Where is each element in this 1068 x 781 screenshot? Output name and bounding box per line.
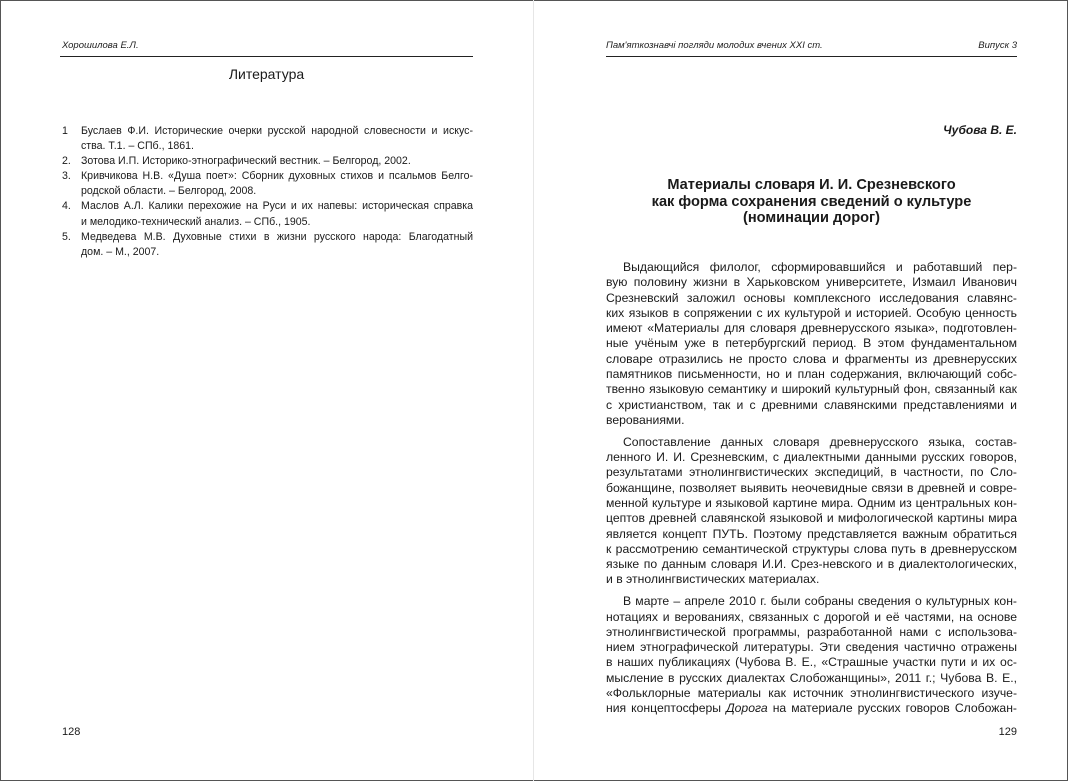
reference-item (62, 154, 473, 169)
paragraph-line: Срезневский заложил основы комплексного исследования славянс- (606, 290, 1017, 305)
paragraph-line: результатами этнолингвистических экспедиций, в частности, по Сло- (606, 465, 1017, 480)
paragraph-line (606, 701, 1017, 716)
reference-line: Зотова И.П. Историко-этнографический вестник. – Белгород, 2002. (81, 155, 411, 168)
reference-number: 4. (62, 200, 71, 213)
paragraph-line: этнолингвистической программы, разработанной нами с использова- (606, 624, 1017, 639)
reference-number: 1 (62, 125, 68, 137)
paragraph-line: и в этнолингвистических материалах. (606, 572, 820, 587)
paragraph (606, 594, 1017, 716)
paragraph-line: ленного И. И. Срезневским, с диалектными данными русских говоров, (606, 450, 1017, 465)
paragraph-line: является концепт ПУТЬ. Поэтому представляется важным обратиться (606, 526, 1017, 541)
paragraph-line: твенно языковую семантику и широкий культурный фон, связанный как (606, 382, 1017, 397)
header-rule (60, 56, 473, 57)
running-head-issue: Випуск 3 (978, 40, 1017, 51)
paragraph-line: Сопоставление данных словаря древнерусского языка, состав- (623, 434, 1017, 449)
paragraph-line: ких языков в сопряжении с их культурой и историей. Особую ценность (606, 305, 1017, 320)
reference-line: Буслаев Ф.И. Исторические очерки русской народной словесности и искус- (81, 125, 473, 137)
reference-item (62, 124, 473, 154)
paragraph-line: вую половину жизни в Харьковском университете, Измаил Иванович (606, 275, 1017, 290)
paragraph-line: с христианством, так и с древними славянскими представлениями и (606, 397, 1017, 412)
article-title-line: Материалы словаря И. И. Срезневского (667, 177, 956, 193)
paragraph-line: нотациях и верованиях, связанных с дорогой и её частями, на основе (606, 609, 1017, 624)
reference-list (62, 124, 473, 260)
article-body (606, 260, 1017, 723)
line-segment: на материале русских говоров Слобожан- (767, 701, 1017, 716)
running-head-journal: Пам'яткознавчі погляди молодих вчених XXI ст. (606, 40, 823, 51)
reference-line: Маслов А.Л. Калики перехожие на Руси и их напевы: историческая справка (81, 200, 473, 213)
paragraph-line: менной культуре и языковой картине мира. Одним из центральных кон- (606, 495, 1017, 510)
paragraph-line: имеют «Материалы для словаря древнерусского языка», подготовлен- (606, 321, 1017, 336)
reference-line: родской области. – Белгород, 2008. (81, 185, 257, 198)
reference-number: 3. (62, 170, 71, 183)
italic-term: Дорога (726, 701, 768, 716)
paragraph-line: верованиями. (606, 412, 685, 427)
article-title-line: как форма сохранения сведений о культуре (651, 193, 972, 210)
article-title-line: (номинации дорог) (742, 210, 880, 226)
paragraph-line: к рассмотрению семантической структуры слова путь в древнерусском (606, 541, 1017, 556)
article-title (606, 177, 1017, 227)
reference-number: 5. (62, 230, 71, 243)
running-head: Хорошилова Е.Л. (62, 40, 139, 51)
paragraph-line: в наших публикациях (Чубова В. Е., «Страшные участки пути и их ос- (606, 655, 1017, 670)
paragraph-line: мысление в русских диалектах Слобожанщины», 2011 г.; Чубова В. Е., (606, 670, 1017, 685)
paragraph (606, 260, 1017, 428)
paragraph-line: цептов древней славянской языковой и мифологической картины мира (606, 511, 1017, 526)
reference-line: ства. Т.1. – СПб., 1861. (81, 140, 194, 153)
paragraph-line: памятников письменности, но и план содержания, включающий собс- (606, 367, 1017, 382)
paragraph-line: языке по данным словаря И.И. Срез-невского и в диалектологических, (606, 557, 1017, 572)
reference-number: 2. (62, 155, 71, 168)
reference-line: Кривчикова Н.В. «Душа поет»: Сборник духовных стихов и псальмов Белго- (81, 170, 473, 183)
reference-item (62, 169, 473, 199)
paragraph-line: словаре отразились не просто слова и фрагменты из древнерусских (606, 351, 1017, 366)
reference-line: Медведева М.В. Духовные стихи в жизни русского народа: Благодатный (81, 230, 473, 243)
page-number: 129 (998, 726, 1017, 738)
reference-item (62, 199, 473, 229)
reference-line: дом. – М., 2007. (81, 245, 160, 258)
reference-item (62, 230, 473, 260)
paragraph-line: божанщине, позволяет выявить неочевидные связи в древней и совре- (606, 480, 1017, 495)
page-number: 128 (62, 726, 81, 738)
reference-line: и мелодико-технический анализ. – СПб., 1905. (81, 215, 311, 228)
line-segment: ния концептосферы (606, 701, 727, 716)
paragraph-line: ные учёным уже в петербургский период. В этом фундаментальном (606, 336, 1017, 351)
paragraph-line: Выдающийся филолог, сформировавшийся и работавший пер- (623, 260, 1017, 274)
paragraph-line: нием этнографической литературы. Эти сведения частично отражены (606, 640, 1017, 655)
article-author: Чубова В. Е. (943, 123, 1017, 137)
paragraph-line: «Фольклорные материалы как источник этнолингвистического изуче- (606, 686, 1017, 701)
header-rule (606, 56, 1017, 57)
paragraph (606, 435, 1017, 588)
right-page (534, 0, 1068, 781)
paragraph-line: В марте – апреле 2010 г. были собраны сведения о культурных кон- (623, 594, 1017, 609)
left-page (0, 0, 533, 781)
section-title: Литература (228, 66, 305, 82)
